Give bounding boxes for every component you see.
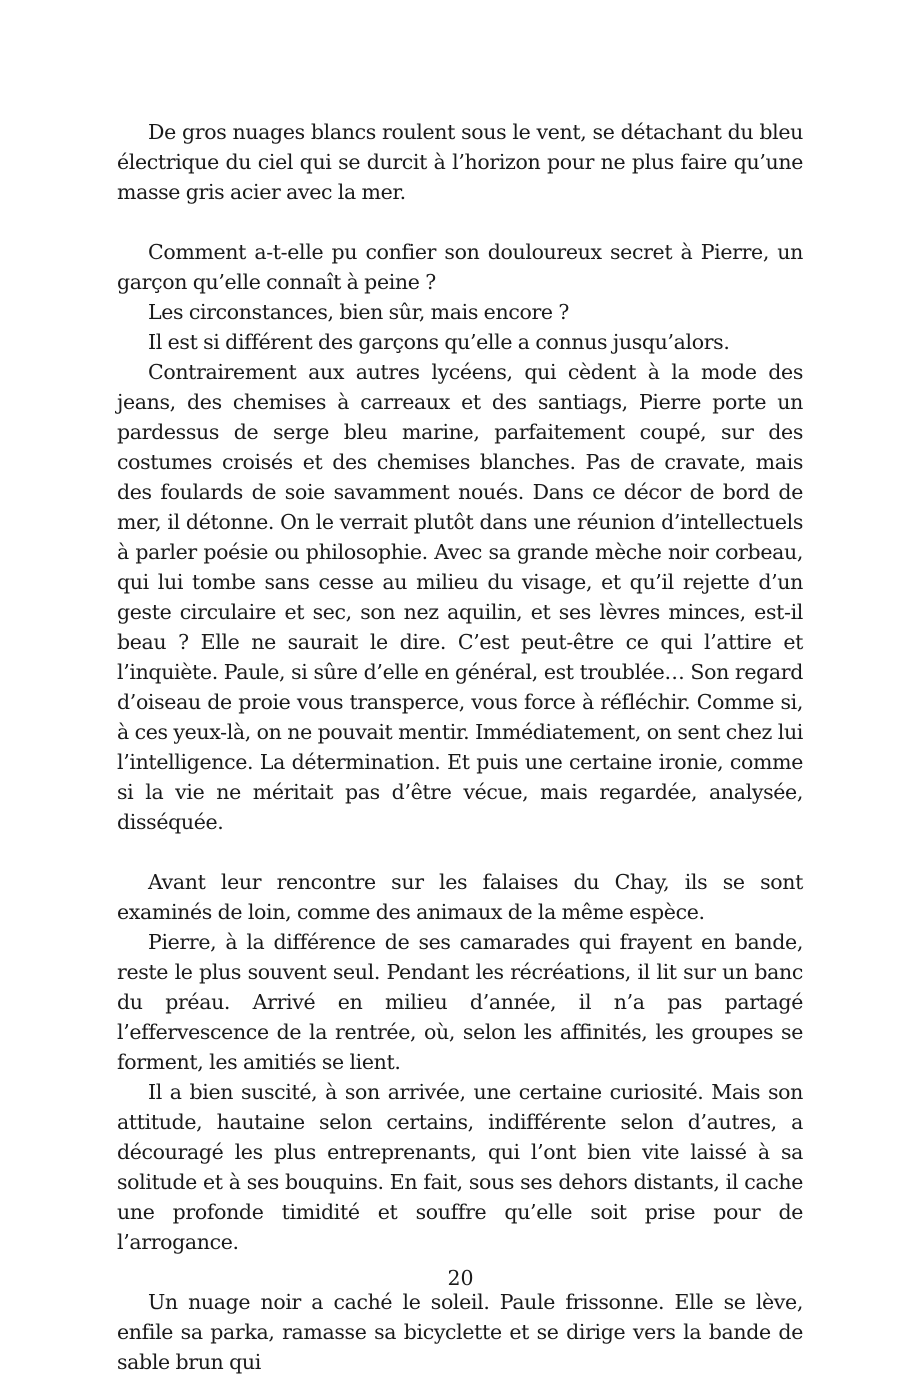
section-2 xyxy=(117,237,803,837)
paragraph: Comment a-t-elle pu confier son douloureux secret à Pierre, un garçon qu’elle connaît à peine ? xyxy=(117,240,803,294)
paragraph: Il est si différent des garçons qu’elle a connus jusqu’alors. xyxy=(148,330,730,354)
page-number: 20 xyxy=(447,1266,474,1290)
section-4 xyxy=(117,1287,803,1377)
page-body xyxy=(117,117,803,1377)
paragraph: De gros nuages blancs roulent sous le vent, se détachant du bleu électrique du ciel qui se durcit à l’horizon pour ne plus faire qu’une masse gris acier avec la mer. xyxy=(117,120,803,204)
section-1 xyxy=(117,117,803,207)
paragraph: Contrairement aux autres lycéens, qui cèdent à la mode des jeans, des chemises à carreaux et des santiags, Pierre porte un pardessus de serge bleu marine, parfaitement coupé, sur des costumes croisés et des chemises blanches. Pas de cravate, mais des foulards de soie savamment noués. Dans ce décor de bord de mer, il détonne. On le verrait plutôt dans une réunion d’intellectuels à parler poésie ou philosophie. Avec sa grande mèche noir corbeau, qui lui tombe sans cesse au milieu du visage, et qu’il rejette d’un geste circulaire et sec, son nez aquilin, et ses lèvres minces, est-il beau ? Elle ne saurait le dire. C’est peut-être ce qui l’attire et l’inquiète. Paule, si sûre d’elle en général, est troublée… Son regard d’oiseau de proie vous transperce, vous force à réfléchir. Comme si, à ces yeux-là, on ne pouvait mentir. Immédiatement, on sent chez lui l’intelligence. La détermination. Et puis une certaine ironie, comme si la vie ne méritait pas d’être vécue, mais regardée, analysée, disséquée. xyxy=(117,360,803,834)
section-3 xyxy=(117,867,803,1257)
paragraph: Les circonstances, bien sûr, mais encore ? xyxy=(148,300,569,324)
paragraph: Un nuage noir a caché le soleil. Paule frissonne. Elle se lève, enfile sa parka, ramasse sa bicyclette et se dirige vers la bande de sable brun qui xyxy=(117,1290,803,1374)
paragraph: Avant leur rencontre sur les falaises du Chay, ils se sont examinés de loin, comme des animaux de la même espèce. xyxy=(117,870,803,924)
paragraph: Pierre, à la différence de ses camarades qui frayent en bande, reste le plus souvent seul. Pendant les récréations, il lit sur un banc du préau. Arrivé en milieu d’année, il n’a pas partagé l’effervescence de la rentrée, où, selon les affinités, les groupes se forment, les amitiés se lient. xyxy=(117,930,803,1074)
paragraph: Il a bien suscité, à son arrivée, une certaine curiosité. Mais son attitude, hautaine selon certains, indifférente selon d’autres, a découragé les plus entreprenants, qui l’ont bien vite laissé à sa solitude et à ses bouquins. En fait, sous ses dehors distants, il cache une profonde timidité et souffre qu’elle soit prise pour de l’arrogance. xyxy=(117,1080,803,1254)
